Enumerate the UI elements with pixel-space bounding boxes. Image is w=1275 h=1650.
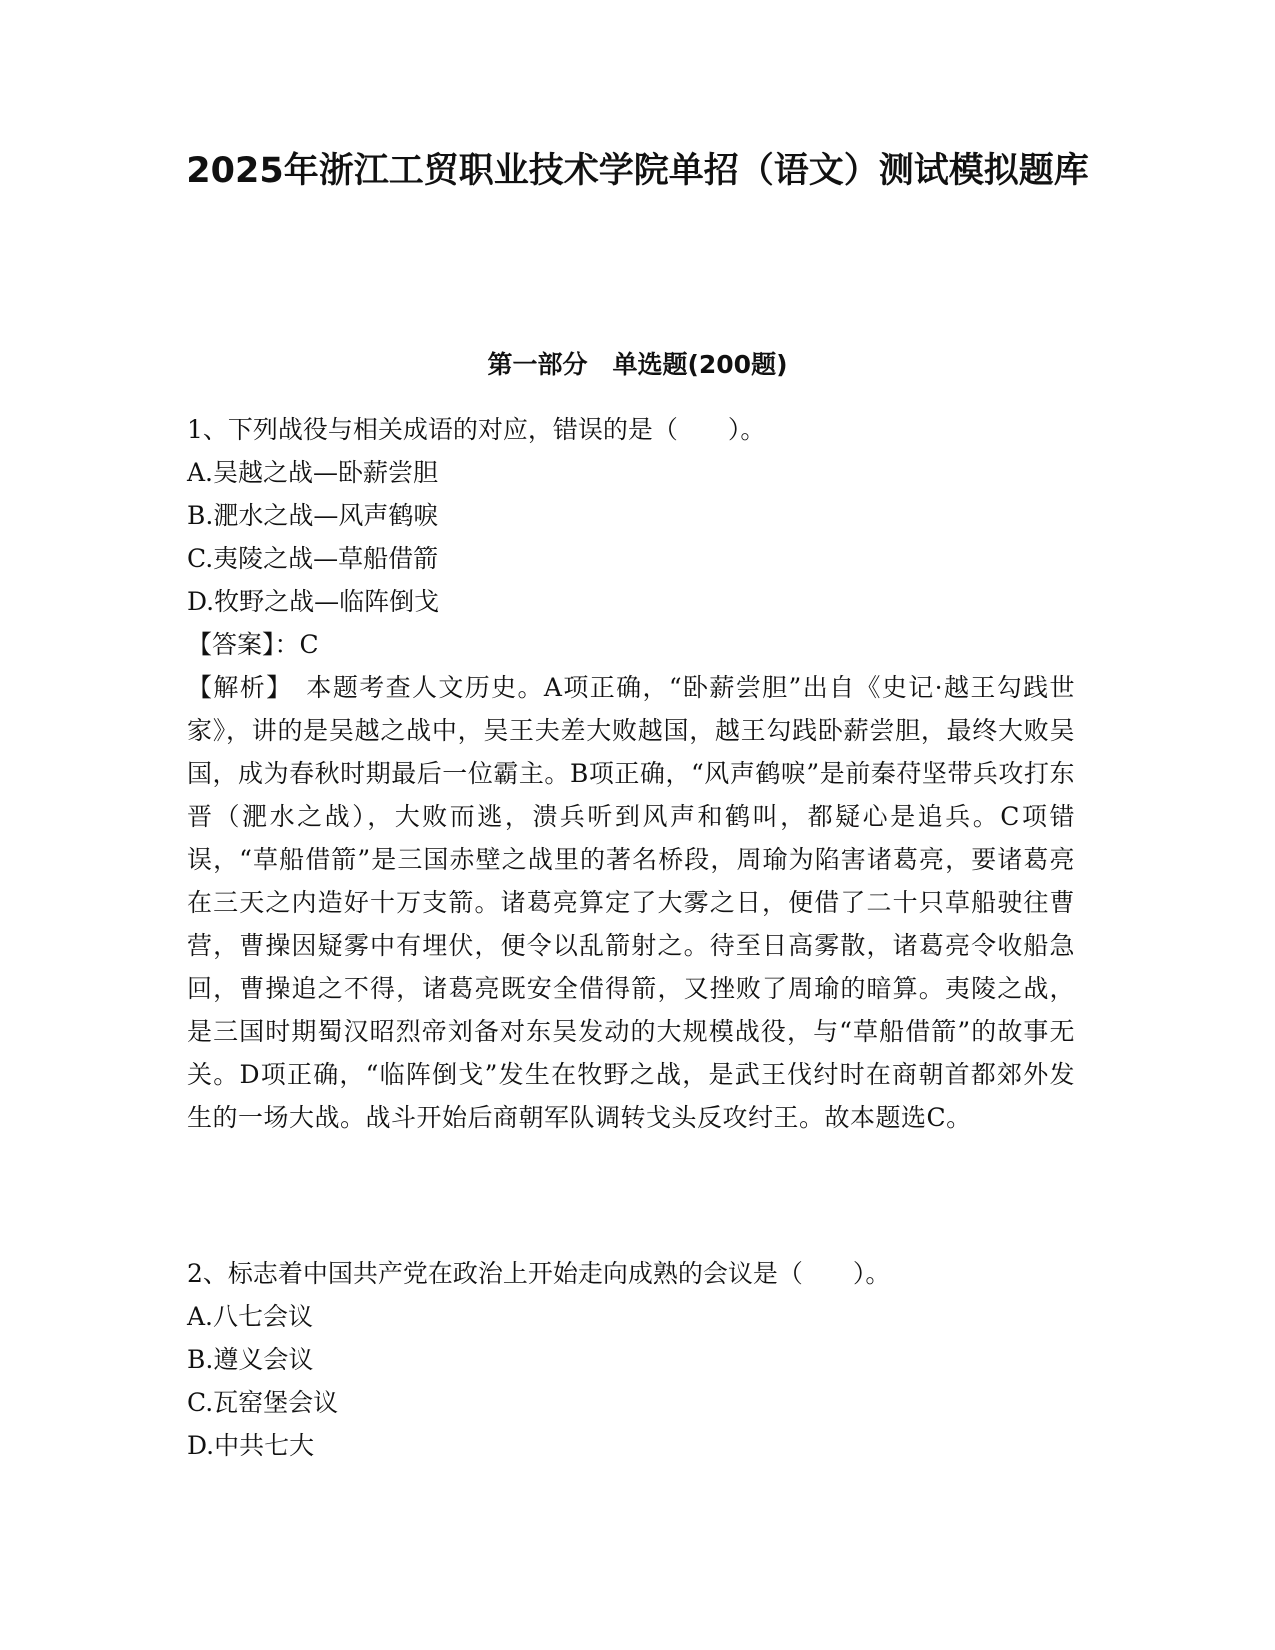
question-stem: 1、下列战役与相关成语的对应，错误的是（ ）。 — [187, 415, 766, 444]
option-b: B.淝水之战—风声鹤唳 — [187, 501, 439, 530]
question-stem: 2、标志着中国共产党在政治上开始走向成熟的会议是（ ）。 — [187, 1259, 891, 1288]
option-d: D.中共七大 — [187, 1431, 315, 1460]
option-a: A.八七会议 — [187, 1302, 314, 1331]
analysis-label: 【解析】 — [187, 673, 281, 702]
analysis-paragraph — [187, 666, 1075, 1139]
option-a: A.吴越之战—卧薪尝胆 — [187, 458, 439, 487]
option-b: B.遵义会议 — [187, 1345, 314, 1374]
answer-label: 【答案】： — [187, 630, 300, 659]
section-heading: 第一部分 单选题(200题) — [487, 350, 788, 379]
option-c: C.夷陵之战—草船借箭 — [187, 544, 439, 573]
option-c: C.瓦窑堡会议 — [187, 1388, 339, 1417]
document-title: 2025年浙江工贸职业技术学院单招（语文）测试模拟题库 — [186, 151, 1089, 191]
question-2 — [187, 1252, 1087, 1467]
option-d: D.牧野之战—临阵倒戈 — [187, 587, 440, 616]
question-1 — [187, 408, 1087, 1139]
analysis-text: 本题考查人文历史。A项正确，“卧薪尝胆”出自《史记·越王勾践世家》，讲的是吴越之战中，吴王夫差大败越国，越王勾践卧薪尝胆，最终大败吴国，成为春秋时期最后一位霸主。B项正确，“风声鹤唳”是前秦苻坚带兵攻打东晋（淝水之战），大败而逃，溃兵听到风声和鹤叫，都疑心是追兵。C项错误，“草船借箭”是三国赤壁之战里的著名桥段，周瑜为陷害诸葛亮，要诸葛亮在三天之内造好十万支箭。诸葛亮算定了大雾之日，便借了二十只草船驶往曹营，曹操因疑雾中有埋伏，便令以乱箭射之。待至日高雾散，诸葛亮令收船急回，曹操追之不得，诸葛亮既安全借得箭，又挫败了周瑜的暗算。夷陵之战，是三国时期蜀汉昭烈帝刘备对东吴发动的大规模战役，与“草船借箭”的故事无关。D项正确，“临阵倒戈”发生在牧野之战，是武王伐纣时在商朝首都郊外发生的一场大战。战斗开始后商朝军队调转戈头反攻纣王。故本题选C。 — [187, 673, 1075, 1132]
answer-line — [187, 623, 1087, 666]
answer-value: C — [299, 630, 319, 659]
